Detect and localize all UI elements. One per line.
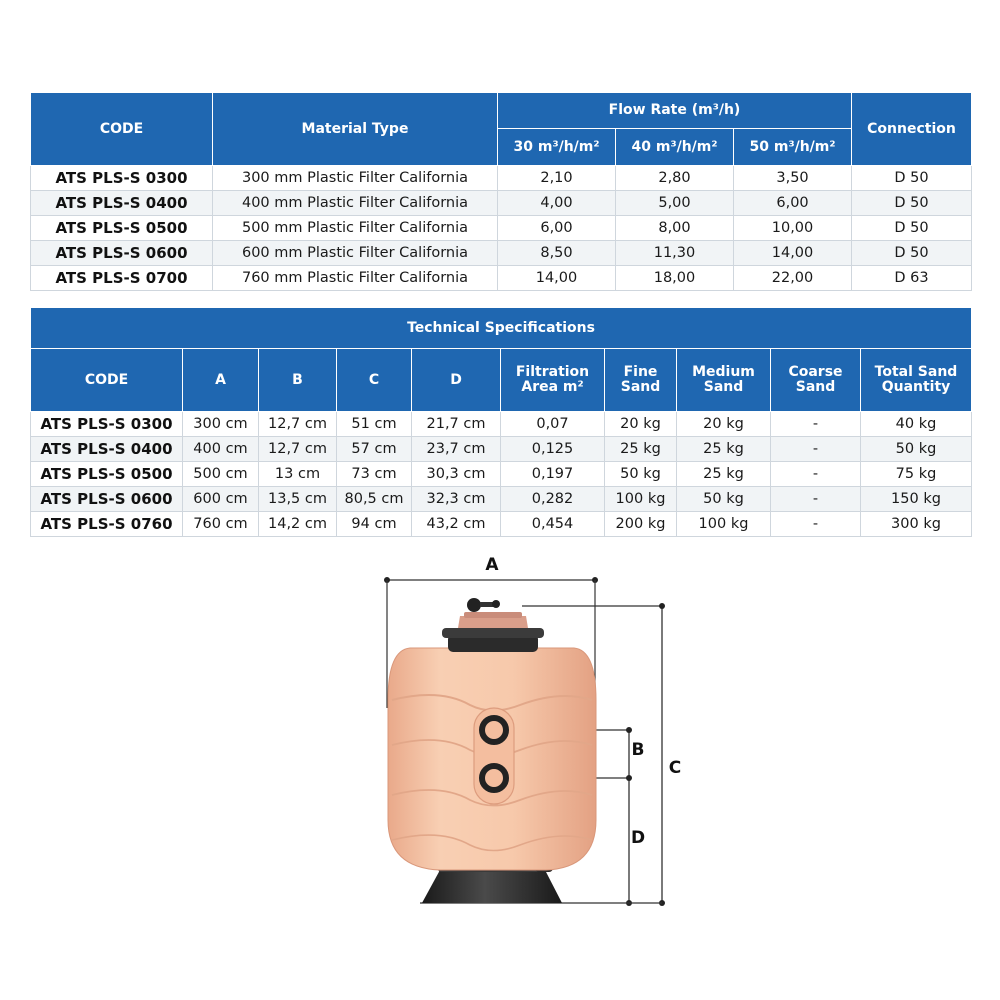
cell-a: 500 cm	[183, 462, 259, 487]
cell-b: 13,5 cm	[259, 487, 337, 512]
cell-d: 23,7 cm	[412, 437, 501, 462]
cell-f50: 10,00	[734, 216, 852, 241]
cell-fine: 20 kg	[605, 412, 677, 437]
cell-connection: D 50	[852, 241, 972, 266]
header-code: CODE	[31, 349, 183, 412]
table-row	[31, 462, 972, 487]
header-coarse-line2: Sand	[795, 379, 836, 395]
cell-a: 600 cm	[183, 487, 259, 512]
cell-f30: 4,00	[498, 191, 616, 216]
header-code: CODE	[31, 93, 213, 166]
table-row	[31, 512, 972, 537]
cell-c: 51 cm	[337, 412, 412, 437]
cell-total: 50 kg	[861, 437, 972, 462]
label-a: A	[485, 555, 499, 575]
cell-d: 21,7 cm	[412, 412, 501, 437]
cell-connection: D 50	[852, 166, 972, 191]
header-filtration-line1: Filtration	[515, 364, 590, 380]
header-coarse-line1: Coarse	[788, 364, 843, 380]
cell-coarse: -	[771, 412, 861, 437]
cell-fine: 25 kg	[605, 437, 677, 462]
cell-d: 32,3 cm	[412, 487, 501, 512]
header-coarse-sand	[771, 349, 861, 412]
cell-a: 400 cm	[183, 437, 259, 462]
header-material-type: Material Type	[213, 93, 498, 166]
cell-a: 300 cm	[183, 412, 259, 437]
cell-f50: 6,00	[734, 191, 852, 216]
cell-f40: 2,80	[616, 166, 734, 191]
cell-code: ATS PLS-S 0600	[31, 241, 213, 266]
header-connection: Connection	[852, 93, 972, 166]
table-row	[31, 216, 972, 241]
header-flow-40: 40 m³/h/m²	[616, 129, 734, 166]
table-row	[31, 487, 972, 512]
air-release-valve-icon	[467, 598, 500, 612]
label-c: C	[668, 758, 682, 778]
cell-c: 57 cm	[337, 437, 412, 462]
header-fine-line1: Fine	[623, 364, 658, 380]
cell-total: 40 kg	[861, 412, 972, 437]
table-row	[31, 266, 972, 291]
cell-total: 150 kg	[861, 487, 972, 512]
cell-area: 0,125	[501, 437, 605, 462]
cell-medium: 20 kg	[677, 412, 771, 437]
cell-f40: 5,00	[616, 191, 734, 216]
header-medium-sand	[677, 349, 771, 412]
cell-b: 12,7 cm	[259, 412, 337, 437]
cell-area: 0,197	[501, 462, 605, 487]
cell-code: ATS PLS-S 0400	[31, 191, 213, 216]
label-b: B	[631, 740, 645, 760]
cell-connection: D 63	[852, 266, 972, 291]
header-total-line2: Quantity	[881, 379, 951, 395]
cell-f40: 18,00	[616, 266, 734, 291]
cell-c: 80,5 cm	[337, 487, 412, 512]
cell-b: 14,2 cm	[259, 512, 337, 537]
cell-material: 600 mm Plastic Filter California	[213, 241, 498, 266]
cell-medium: 50 kg	[677, 487, 771, 512]
cell-c: 94 cm	[337, 512, 412, 537]
cell-f50: 14,00	[734, 241, 852, 266]
technical-specifications-table	[30, 308, 972, 537]
cell-f50: 3,50	[734, 166, 852, 191]
cell-f40: 8,00	[616, 216, 734, 241]
table-row	[31, 437, 972, 462]
tank-lid	[442, 612, 544, 652]
tank-body	[388, 648, 596, 870]
inlet-port	[482, 718, 506, 742]
cell-area: 0,07	[501, 412, 605, 437]
outlet-port	[482, 766, 506, 790]
cell-f30: 2,10	[498, 166, 616, 191]
header-fine-sand	[605, 349, 677, 412]
label-d: D	[630, 828, 646, 848]
header-filtration-line2: Area m²	[521, 379, 584, 395]
cell-material: 500 mm Plastic Filter California	[213, 216, 498, 241]
cell-f50: 22,00	[734, 266, 852, 291]
cell-coarse: -	[771, 462, 861, 487]
header-b: B	[259, 349, 337, 412]
header-medium-line1: Medium	[692, 364, 755, 380]
cell-f30: 6,00	[498, 216, 616, 241]
cell-f30: 14,00	[498, 266, 616, 291]
cell-code: ATS PLS-S 0300	[31, 412, 183, 437]
cell-area: 0,282	[501, 487, 605, 512]
table-row	[31, 191, 972, 216]
cell-d: 30,3 cm	[412, 462, 501, 487]
cell-connection: D 50	[852, 191, 972, 216]
cell-medium: 100 kg	[677, 512, 771, 537]
cell-area: 0,454	[501, 512, 605, 537]
cell-f30: 8,50	[498, 241, 616, 266]
cell-coarse: -	[771, 512, 861, 537]
cell-code: ATS PLS-S 0300	[31, 166, 213, 191]
header-total-line1: Total Sand	[874, 364, 958, 380]
cell-medium: 25 kg	[677, 462, 771, 487]
header-flow-30: 30 m³/h/m²	[498, 129, 616, 166]
cell-code: ATS PLS-S 0400	[31, 437, 183, 462]
header-filtration-area	[501, 349, 605, 412]
header-medium-line2: Sand	[703, 379, 744, 395]
header-fine-line2: Sand	[620, 379, 661, 395]
cell-d: 43,2 cm	[412, 512, 501, 537]
cell-code: ATS PLS-S 0760	[31, 512, 183, 537]
cell-a: 760 cm	[183, 512, 259, 537]
flow-rate-table	[30, 93, 972, 291]
header-a: A	[183, 349, 259, 412]
cell-code: ATS PLS-S 0700	[31, 266, 213, 291]
cell-total: 300 kg	[861, 512, 972, 537]
cell-coarse: -	[771, 437, 861, 462]
cell-connection: D 50	[852, 216, 972, 241]
table-row	[31, 241, 972, 266]
cell-code: ATS PLS-S 0500	[31, 216, 213, 241]
cell-coarse: -	[771, 487, 861, 512]
cell-fine: 100 kg	[605, 487, 677, 512]
filter-dimension-diagram	[0, 540, 1000, 940]
cell-material: 300 mm Plastic Filter California	[213, 166, 498, 191]
header-flow-rate: Flow Rate (m³/h)	[498, 93, 852, 129]
cell-fine: 50 kg	[605, 462, 677, 487]
cell-medium: 25 kg	[677, 437, 771, 462]
cell-material: 400 mm Plastic Filter California	[213, 191, 498, 216]
cell-code: ATS PLS-S 0600	[31, 487, 183, 512]
cell-b: 13 cm	[259, 462, 337, 487]
cell-code: ATS PLS-S 0500	[31, 462, 183, 487]
header-flow-50: 50 m³/h/m²	[734, 129, 852, 166]
cell-material: 760 mm Plastic Filter California	[213, 266, 498, 291]
header-total-sand	[861, 349, 972, 412]
spec-table-title: Technical Specifications	[31, 308, 972, 349]
cell-fine: 200 kg	[605, 512, 677, 537]
cell-total: 75 kg	[861, 462, 972, 487]
cell-c: 73 cm	[337, 462, 412, 487]
cell-b: 12,7 cm	[259, 437, 337, 462]
header-d: D	[412, 349, 501, 412]
cell-f40: 11,30	[616, 241, 734, 266]
table-row	[31, 412, 972, 437]
header-c: C	[337, 349, 412, 412]
table-row	[31, 166, 972, 191]
